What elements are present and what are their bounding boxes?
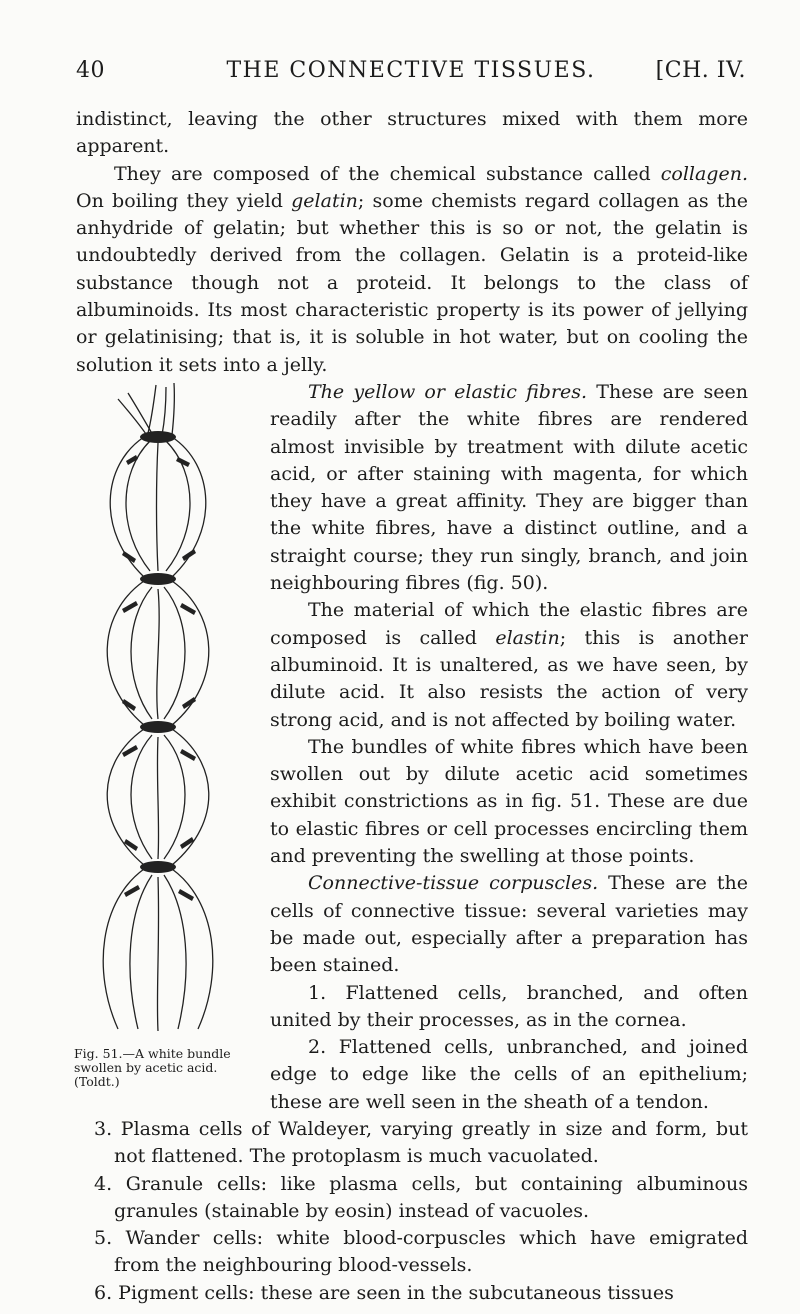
heading-elastic-fibres: The yellow or elastic fibres. — [308, 380, 588, 403]
term-collagen: collagen. — [660, 162, 748, 185]
page-number: 40 — [76, 58, 105, 83]
chapter-label: [CH. IV. — [655, 58, 746, 83]
paragraph-corpuscles: Connective-tissue corpuscles. These are the cells of connective tissue: several varieties may be made out, especially after a preparation has been stained. — [270, 872, 748, 977]
term-gelatin: gelatin — [291, 189, 358, 212]
figure-51 — [74, 379, 260, 1109]
list-item: 3. Plasma cells of Waldeyer, varying greatly in size and form, but not flattened. The protoplasm is much vacuolated. — [94, 1117, 748, 1168]
paragraph-collagen: They are composed of the chemical substance called collagen. On boiling they yield gelatin; some chemists regard collagen as the anhydride of gelatin; but whether this is so or not, the gelatin is undoubtedly derived from the collagen. Gelatin is a proteid-like substance though not a proteid. It belongs to the class of albuminoids. Its most characteristic property is its power of jellying or gelatinising; that is, it is soluble in hot water, but on cooling the solution it sets into a jelly. — [76, 162, 748, 376]
page-header — [76, 58, 746, 88]
paragraph-elastic-fibres: The yellow or elastic fibres. These are seen readily after the white fibres are rendered almost invisible by treatment with dilute acetic acid, or after staining with magenta, for which they have a great affinity. They are bigger than the white fibres, have a distinct outline, and a straight course; they run singly, branch, and join neighbouring fibres (fig. 50). — [270, 380, 748, 595]
list-item: 2. Flattened cells, unbranched, and joined edge to edge like the cells of an epithelium; these are well seen in the sheath of a tendon. — [270, 1036, 748, 1113]
body-text — [76, 106, 748, 1307]
paragraph-elastin: The material of which the elastic fibres are composed is called elastin; this is another albuminoid. It is unaltered, as we have seen, by dilute acid. It also resists the action of very strong acid, and is not affected by boiling water. — [270, 599, 748, 731]
running-title: THE CONNECTIVE TISSUES. — [226, 58, 596, 83]
figure-caption: Fig. 51.—A white bundle swollen by acetic acid. (Toldt.) — [74, 1045, 231, 1089]
heading-corpuscles: Connective-tissue corpuscles. — [308, 872, 599, 895]
paragraph-white-bundles: The bundles of white fibres which have been swollen out by dilute acetic acid sometimes exhibit constrictions as in fig. 51. These are due to elastic fibres or cell processes encircling them and preventing the swelling at those points. — [270, 735, 748, 868]
list-item: 4. Granule cells: like plasma cells, but containing albuminous granules (stainable by eosin) instead of vacuoles. — [94, 1172, 748, 1222]
paragraph-continued: indistinct, leaving the other structures mixed with them more apparent. — [76, 108, 748, 158]
list-item: 1. Flattened cells, branched, and often united by their processes, as in the cornea. — [270, 981, 748, 1031]
list-item: 6. Pigment cells: these are seen in the subcutaneous tissues — [94, 1281, 674, 1304]
white-bundle-illustration — [78, 381, 256, 1041]
term-elastin: elastin — [495, 626, 560, 649]
list-item: 5. Wander cells: white blood-corpuscles which have emigrated from the neighbouring blood-vessels. — [94, 1227, 748, 1277]
